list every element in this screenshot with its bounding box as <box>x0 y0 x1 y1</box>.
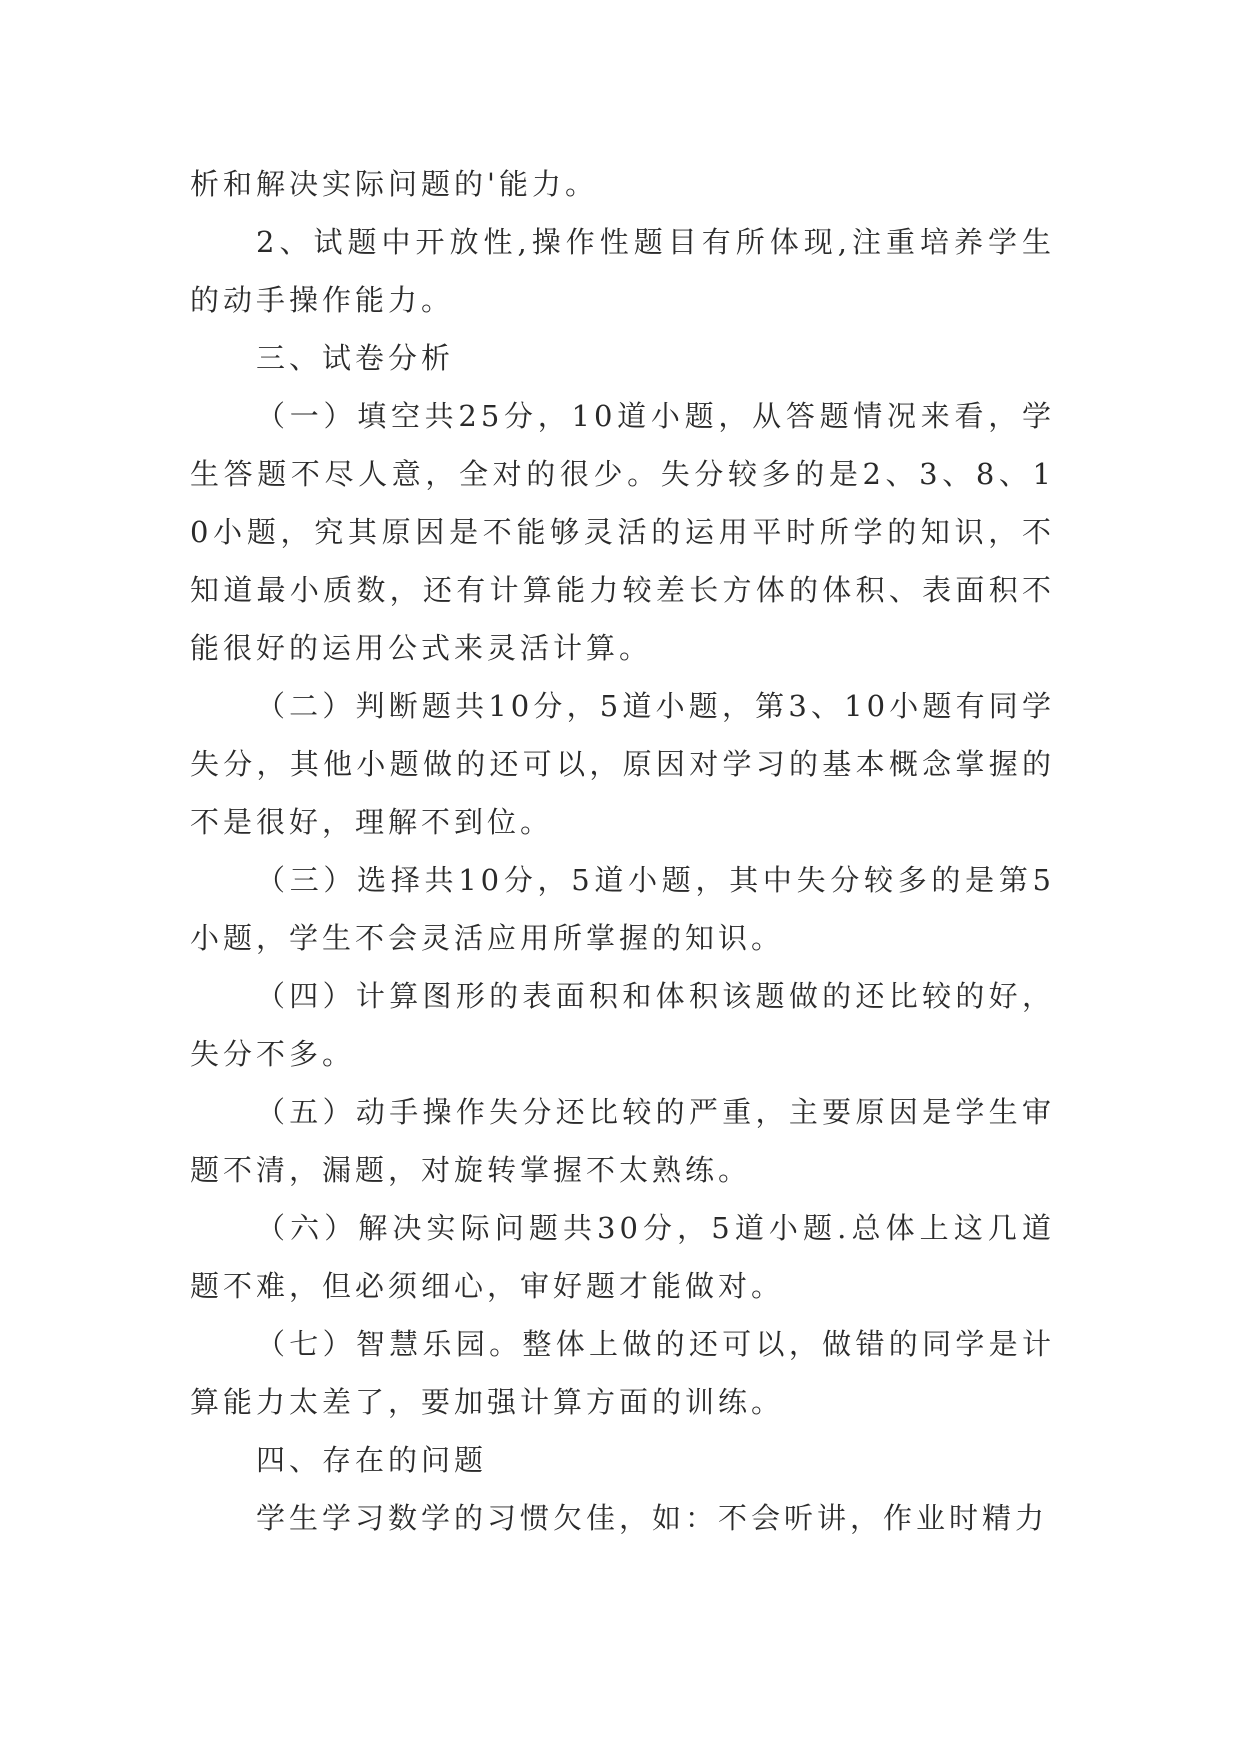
paragraph-continuation: 析和解决实际问题的'能力。 <box>190 167 598 201</box>
paragraph-calculation: （四）计算图形的表面积和体积该题做的还比较的好，失分不多。 <box>190 979 1055 1071</box>
paragraph-multiple-choice: （三）选择共10分，5道小题，其中失分较多的是第5小题，学生不会灵活应用所掌握的知识。 <box>190 863 1055 955</box>
paragraph-fill-blank: （一）填空共25分，10道小题，从答题情况来看，学生答题不尽人意，全对的很少。失分较多的是2、3、8、10小题，究其原因是不能够灵活的运用平时所学的知识，不知道最小质数，还有计算能力较差长方体的体积、表面积不能很好的运用公式来灵活计算。 <box>190 399 1055 665</box>
paragraph-true-false: （二）判断题共10分，5道小题，第3、10小题有同学失分，其他小题做的还可以，原因对学习的基本概念掌握的不是很好，理解不到位。 <box>190 689 1055 839</box>
paragraph-wisdom-garden: （七）智慧乐园。整体上做的还可以，做错的同学是计算能力太差了，要加强计算方面的训练。 <box>190 1327 1055 1419</box>
section-heading-paper-analysis: 三、试卷分析 <box>256 341 455 375</box>
paragraph-word-problems: （六）解决实际问题共30分，5道小题.总体上这几道题不难，但必须细心，审好题才能做对。 <box>190 1211 1055 1303</box>
section-heading-problems: 四、存在的问题 <box>256 1443 488 1477</box>
paragraph-point-2: 2、试题中开放性,操作性题目有所体现,注重培养学生的动手操作能力。 <box>190 225 1055 317</box>
paragraph-study-habits: 学生学习数学的习惯欠佳，如：不会听讲，作业时精力 <box>256 1501 1049 1535</box>
document-body <box>190 155 1055 1547</box>
paragraph-hands-on: （五）动手操作失分还比较的严重，主要原因是学生审题不清，漏题，对旋转掌握不太熟练。 <box>190 1095 1055 1187</box>
